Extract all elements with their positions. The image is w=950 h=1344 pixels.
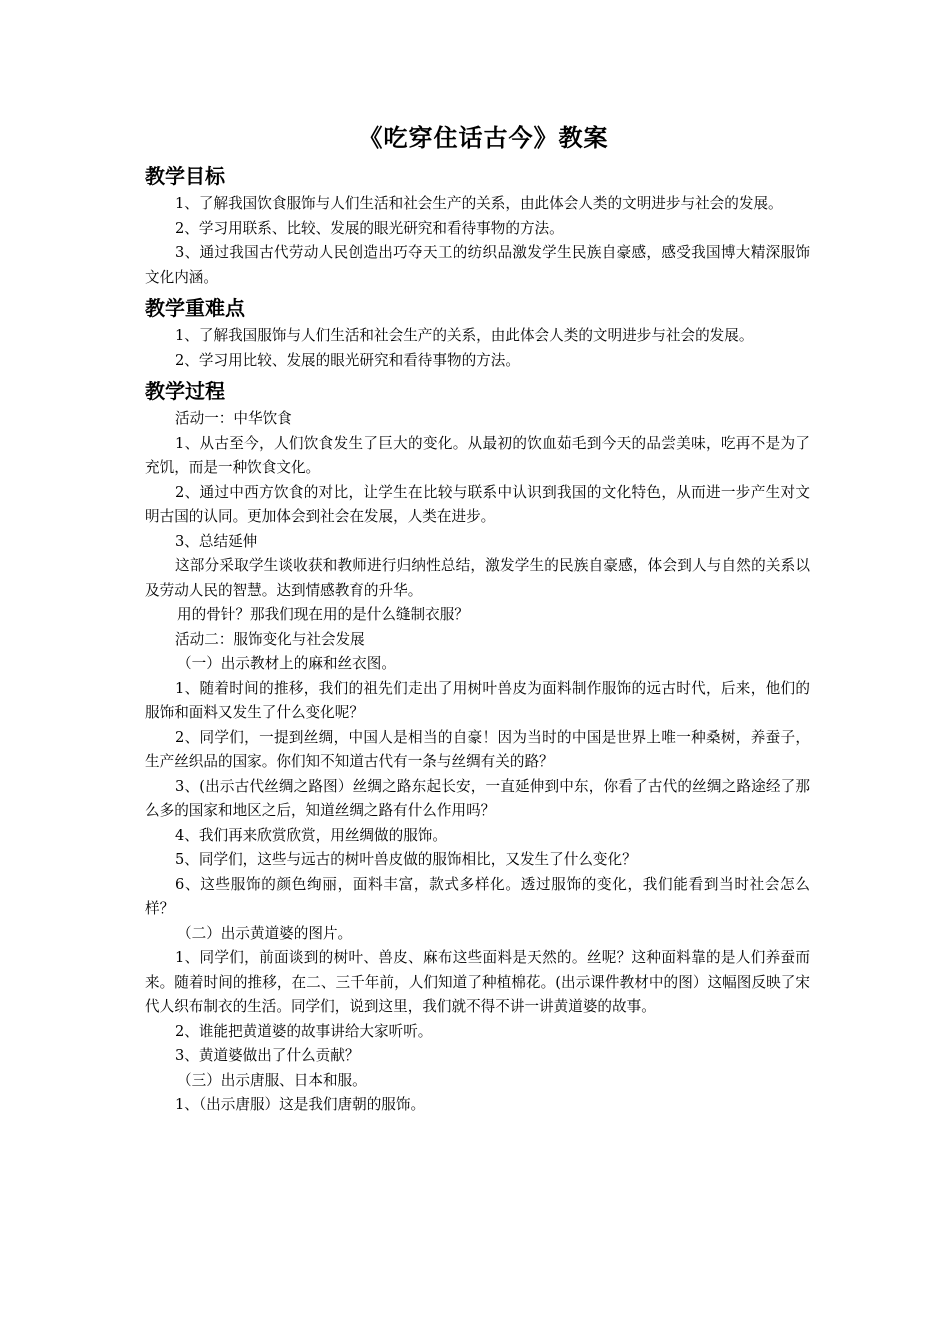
activity-title: 活动一：中华饮食	[175, 410, 292, 427]
paragraph: 2、同学们，一提到丝绸，中国人是相当的自豪！因为当时的中国是世界上唯一种桑树，养蚕子，生产丝织品的国家。你们知不知道古代有一条与丝绸有关的路？	[145, 728, 810, 770]
paragraph: 1、随着时间的推移，我们的祖先们走出了用树叶兽皮为面料制作服饰的远古时代，后来，他们的服饰和面料又发生了什么变化呢？	[145, 679, 810, 721]
paragraph: 1、（出示唐服）这是我们唐朝的服饰。	[175, 1096, 426, 1113]
paragraph: 5、同学们，这些与远古的树叶兽皮做的服饰相比，又发生了什么变化？	[175, 851, 637, 868]
paragraph: 1、了解我国服饰与人们生活和社会生产的关系，由此体会人类的文明进步与社会的发展。	[175, 327, 754, 344]
subsection-title: （一）出示教材上的麻和丝衣图。	[177, 655, 396, 672]
paragraph: 3、总结延伸	[175, 532, 258, 550]
paragraph: 1、从古至今，人们饮食发生了巨大的变化。从最初的饮血茹毛到今天的品尝美味，吃再不是为了充饥，而是一种饮食文化。	[145, 434, 810, 476]
paragraph: 1、同学们，前面谈到的树叶、兽皮、麻布这些面料是天然的。丝呢？这种面料靠的是人们养蚕而来。随着时间的推移，在二、三千年前，人们知道了种植棉花。(出示课件教材中的图）这幅图反映了宋代人织布制衣的生活。同学们，说到这里，我们就不得不讲一讲黄道婆的故事。	[145, 949, 810, 1015]
activity-title: 活动二：服饰变化与社会发展	[175, 630, 365, 648]
section-heading: 教学重难点	[145, 296, 245, 320]
paragraph: 4、我们再来欣赏欣赏，用丝绸做的服饰。	[175, 826, 447, 844]
paragraph: 2、学习用联系、比较、发展的眼光研究和看待事物的方法。	[175, 219, 564, 237]
paragraph: 2、学习用比较、发展的眼光研究和看待事物的方法。	[175, 351, 520, 369]
paragraph: 3、(出示古代丝绸之路图）丝绸之路东起长安，一直延伸到中东，你看了古代的丝绸之路途经了那么多的国家和地区之后，知道丝绸之路有什么作用吗？	[145, 777, 810, 819]
section-teaching-process	[145, 375, 810, 1118]
paragraph: 2、通过中西方饮食的对比，让学生在比较与联系中认识到我国的文化特色，从而进一步产生对文明古国的认同。更加体会到社会在发展，人类在进步。	[145, 483, 810, 525]
section-teaching-goals	[145, 160, 810, 290]
subsection-title: （二）出示黄道婆的图片。	[177, 924, 353, 942]
section-heading: 教学过程	[145, 379, 225, 403]
section-key-difficulties	[145, 292, 810, 373]
paragraph: 1、了解我国饮食服饰与人们生活和社会生产的关系，由此体会人类的文明进步与社会的发展。	[175, 195, 783, 212]
document-title: 《吃穿住话古今》教案	[358, 123, 609, 152]
subsection-title: （三）出示唐服、日本和服。	[177, 1071, 367, 1089]
paragraph: 3、通过我国古代劳动人民创造出巧夺天工的纺织品激发学生民族自豪感，感受我国博大精深服饰文化内涵。	[145, 244, 810, 286]
paragraph: 用的骨针？那我们现在用的是什么缝制衣服？	[177, 606, 469, 623]
paragraph: 6、这些服饰的颜色绚丽，面料丰富，款式多样化。透过服饰的变化，我们能看到当时社会怎么样？	[145, 875, 810, 917]
paragraph: 3、黄道婆做出了什么贡献？	[175, 1047, 360, 1064]
paragraph: 2、谁能把黄道婆的故事讲给大家听听。	[175, 1022, 433, 1040]
section-heading: 教学目标	[145, 164, 225, 188]
document-page	[145, 118, 810, 1118]
paragraph: 这部分采取学生谈收获和教师进行归纳性总结，激发学生的民族自豪感，体会到人与自然的关系以及劳动人民的智慧。达到情感教育的升华。	[145, 557, 810, 599]
